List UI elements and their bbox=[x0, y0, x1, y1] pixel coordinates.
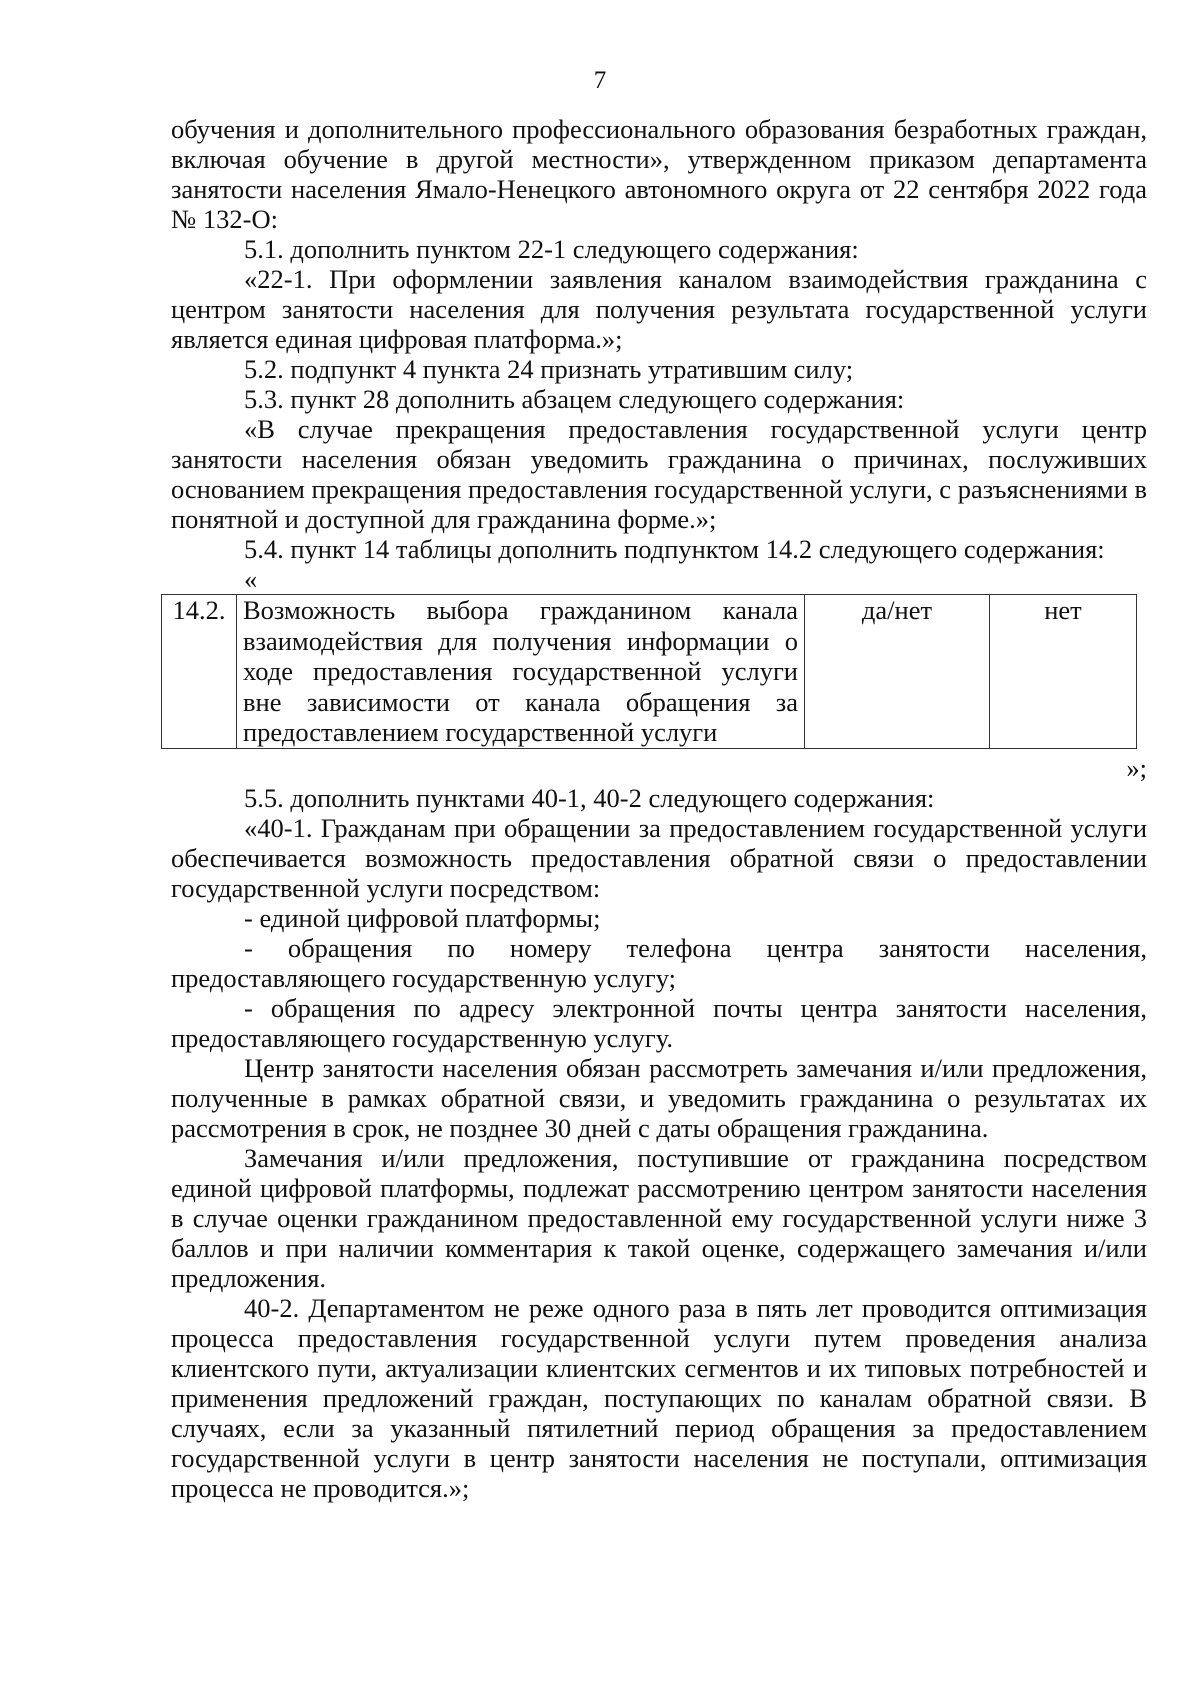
paragraph: - единой цифровой платформы; bbox=[244, 902, 601, 933]
paragraph: обучения и дополнительного профессионального образования безработных граждан, включая обучение в другой местности», утвержденном приказом департамента занятости населения Ямало-Ненецкого автономного округа от 22 сентября 2022 года № 132-О: bbox=[171, 114, 1147, 234]
paragraph: «В случае прекращения предоставления государственной услуги центр занятости населения обязан уведомить гражданина о причинах, послуживших основанием прекращения предоставления государственной услуги, с разъяснениями в понятной и доступной для гражданина форме.»; bbox=[171, 414, 1147, 534]
row-option-cell: да/нет bbox=[805, 595, 990, 749]
paragraph: 5.5. дополнить пунктами 40-1, 40-2 следующего содержания: bbox=[244, 782, 935, 813]
amendment-table bbox=[161, 594, 1137, 749]
row-value-cell: нет bbox=[990, 595, 1137, 749]
paragraph: «22-1. При оформлении заявления каналом взаимодействия гражданина с центром занятости населения для получения результата государственной услуги является единая цифровая платформа.»; bbox=[171, 264, 1147, 354]
paragraph: «40-1. Гражданам при обращении за предоставлением государственной услуги обеспечивается возможность предоставления обратной связи о предоставлении государственной услуги посредством: bbox=[171, 812, 1147, 903]
table-row bbox=[162, 595, 1137, 749]
paragraph: Центр занятости населения обязан рассмотреть замечания и/или предложения, полученные в рамках обратной связи, и уведомить гражданина о результатах их рассмотрения в срок, не позднее 30 дней с даты обращения гражданина. bbox=[171, 1052, 1147, 1143]
page-number: 7 bbox=[593, 67, 607, 94]
paragraph: 40-2. Департаментом не реже одного раза в пять лет проводится оптимизация процесса предоставления государственной услуги путем проведения анализа клиентского пути, актуализации клиентских сегментов и их типовых потребностей и применения предложений граждан, поступающих по каналам обратной связи. В случаях, если за указанный пятилетний период обращения за предоставлением государственной услуги в центр занятости населения не поступали, оптимизация процесса не проводится.»; bbox=[171, 1292, 1147, 1503]
opening-quote: « bbox=[244, 564, 258, 594]
paragraph: - обращения по номеру телефона центра занятости населения, предоставляющего государственную услугу; bbox=[171, 932, 1147, 993]
paragraph: 5.2. подпункт 4 пункта 24 признать утратившим силу; bbox=[244, 354, 854, 384]
paragraph: 5.1. дополнить пунктом 22-1 следующего содержания: bbox=[244, 234, 859, 264]
paragraph: 5.4. пункт 14 таблицы дополнить подпунктом 14.2 следующего содержания: bbox=[244, 534, 1105, 564]
closing-quote: »; bbox=[1126, 752, 1147, 783]
paragraph: 5.3. пункт 28 дополнить абзацем следующего содержания: bbox=[244, 384, 905, 414]
paragraph: - обращения по адресу электронной почты центра занятости населения, предоставляющего государственную услугу. bbox=[171, 992, 1147, 1053]
paragraphs-bottom bbox=[171, 783, 1147, 1503]
paragraph: Замечания и/или предложения, поступившие от гражданина посредством единой цифровой платформы, подлежат рассмотрению центром занятости населения в случае оценки гражданином предоставленной ему государственной услуги ниже 3 баллов и при наличии комментария к такой оценке, содержащего замечания и/или предложения. bbox=[171, 1142, 1147, 1293]
row-description-cell: Возможность выбора гражданином канала взаимодействия для получения информации о ходе предоставления государственной услуги вне зависимости от канала обращения за предоставлением государственной услуги bbox=[237, 595, 805, 749]
paragraphs-top bbox=[171, 114, 1147, 564]
row-number-cell: 14.2. bbox=[162, 595, 237, 749]
document-body bbox=[171, 114, 1147, 1503]
